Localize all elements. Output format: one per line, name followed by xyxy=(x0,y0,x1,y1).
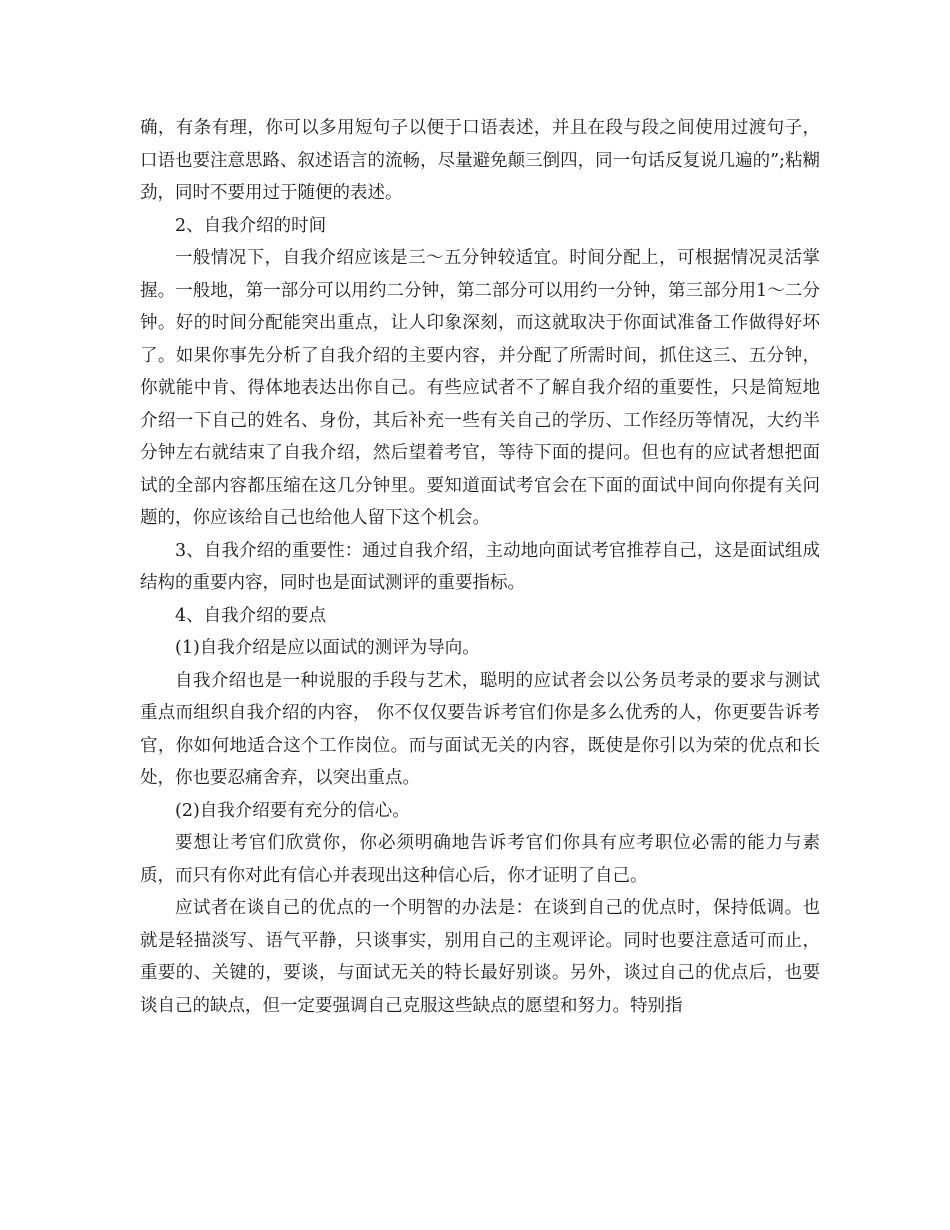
paragraph-time-allocation: 一般情况下，自我介绍应该是三～五分钟较适宜。时间分配上，可根据情况灵活掌握。一般地，第一部分可以用约二分钟，第二部分可以用约一分钟，第三部分用1～二分钟。好的时间分配能突出重点，让人印象深刻，而这就取决于你面试准备工作做得好坏了。如果你事先分析了自我介绍的主要内容，并分配了所需时间，抓住这三、五分钟，你就能中肯、得体地表达出你自己。有些应试者不了解自我介绍的重要性，只是简短地介绍一下自己的姓名、身份，其后补充一些有关自己的学历、工作经历等情况，大约半分钟左右就结束了自我介绍，然后望着考官，等待下面的提问。但也有的应试者想把面试的全部内容都压缩在这几分钟里。要知道面试考官会在下面的面试中间向你提有关问题的，你应该给自己也给他人留下这个机会。 xyxy=(140,248,820,528)
heading-key-points: 4、自我介绍的要点 xyxy=(175,605,327,626)
paragraph-continued: 确，有条有理，你可以多用短句子以便于口语表述，并且在段与段之间使用过渡句子，口语也要注意思路、叙述语言的流畅，尽量避免颠三倒四，同一句话反复说几遍的”;粘糊劲，同时不要用过于随便的表述。 xyxy=(140,118,820,203)
subheading-point-1: (1)自我介绍是应以面试的测评为导向。 xyxy=(175,638,480,658)
paragraph-persuasion: 自我介绍也是一种说服的手段与艺术，聪明的应试者会以公务员考录的要求与测试重点而组织自我介绍的内容， 你不仅仅要告诉考官们你是多么优秀的人，你更要告诉考官，你如何地适合这个工作岗位。而与面试无关的内容，既使是你引以为荣的优点和长处，你也要忍痛舍弃，以突出重点。 xyxy=(140,670,820,788)
subheading-point-2: (2)自我介绍要有充分的信心。 xyxy=(175,800,410,821)
paragraph-importance: 3、自我介绍的重要性：通过自我介绍，主动地向面试考官推荐自己，这是面试组成结构的重要内容，同时也是面试测评的重要指标。 xyxy=(140,540,820,593)
paragraph-strengths: 应试者在谈自己的优点的一个明智的办法是：在谈到自己的优点时，保持低调。也就是轻描淡写、语气平静，只谈事实，别用自己的主观评论。同时也要注意适可而止，重要的、关键的，要谈，与面试无关的特长最好别谈。另外，谈过自己的优点后，也要谈自己的缺点，但一定要强调自己克服这些缺点的愿望和努力。特别指 xyxy=(140,898,820,1016)
document-body xyxy=(140,112,820,1022)
paragraph-confidence: 要想让考官们欣赏你，你必须明确地告诉考官们你具有应考职位必需的能力与素质，而只有你对此有信心并表现出这种信心后，你才证明了自己。 xyxy=(140,833,820,886)
heading-self-intro-time: 2、自我介绍的时间 xyxy=(175,215,327,236)
